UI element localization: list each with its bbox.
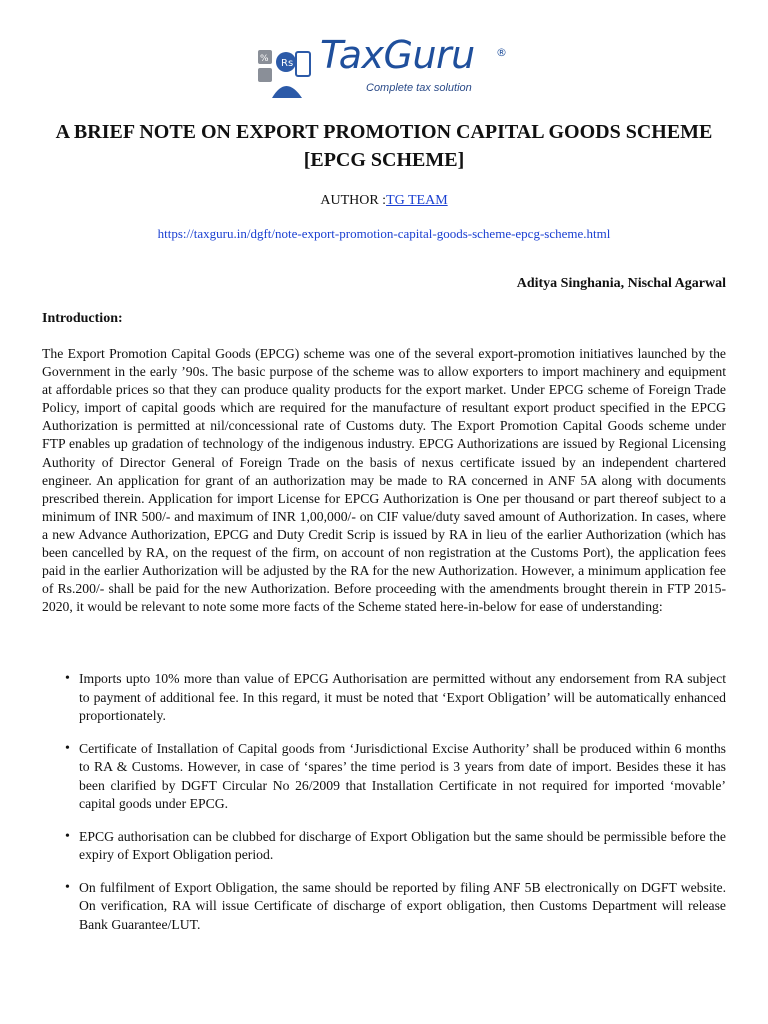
introduction-heading: Introduction: bbox=[42, 311, 123, 326]
author-line bbox=[0, 193, 768, 209]
list-item bbox=[42, 879, 726, 935]
bullet-icon: • bbox=[65, 828, 70, 844]
author-label: AUTHOR : bbox=[320, 193, 387, 208]
list-item-text: Certificate of Installation of Capital goods from ‘Jurisdictional Excise Authority’ shall be produced within 6 months to RA & Customs. However, in case of ‘spares’ the time period is 3 years from date of import. Besides these it has been clarified by DGFT Circular No 26/2009 that Installation Certificate in not required for imported ‘movable’ capital goods under EPCG. bbox=[79, 740, 726, 811]
list-item bbox=[42, 670, 726, 726]
source-url-link[interactable]: https://taxguru.in/dgft/note-export-promotion-capital-goods-scheme-epcg-scheme.html bbox=[157, 226, 611, 241]
list-item bbox=[42, 740, 726, 814]
introduction-paragraph: The Export Promotion Capital Goods (EPCG) scheme was one of the several export-promotion initiatives launched by the Government in the early ’90s. The basic purpose of the scheme was to allow exporters to import machinery and equipment at affordable prices so that they can produce quality products for the export market. Under EPCG scheme of Foreign Trade Policy, import of capital goods which are required for the manufacture of resultant export product specified in the EPCG Authorization is permitted at nil/concessional rate of Customs duty. The Export Promotion Capital Goods scheme under FTP enables up gradation of technology of the indigenous industry. EPCG Authorizations are issued by Regional Licensing Authority of Director General of Foreign Trade on the basis of nexus certificate issued by an independent chartered engineer. An application for grant of an authorization may be made to RA concerned in ANF 5A along with documents prescribed therein. Application for import License for EPCG Authorization is One per thousand or part thereof subject to a minimum of INR 500/- and maximum of INR 1,00,000/- on CIF value/duty saved amount of Authorization. In cases, where a new Advance Authorization, EPCG and Duty Credit Scrip is issued by RA in lieu of the earlier Authorization (which has been cancelled by RA, on the request of the firm, on account of non registration at the Customs Port), the application fees paid in the earlier Authorization will be adjusted by the RA for the new Authorization. However, a minimum application fee of Rs.200/- shall be paid for the new Authorization. Before proceeding with the amendments brought therein in FTP 2015-2020, it would be relevant to note some more facts of the Scheme stated here-in-below for ease of understanding: bbox=[42, 346, 726, 615]
source-url-line bbox=[0, 226, 768, 242]
list-item bbox=[42, 828, 726, 865]
bullet-icon: • bbox=[65, 740, 70, 756]
list-item-text: On fulfilment of Export Obligation, the same should be reported by filing ANF 5B electronically on DGFT website. On verification, RA will issue Certificate of discharge of export obligation, then Customs Department will release Bank Guarantee/LUT. bbox=[79, 879, 726, 932]
svg-text:Rs: Rs bbox=[281, 58, 294, 69]
taxguru-logo[interactable] bbox=[256, 33, 516, 104]
logo-tagline: Complete tax solution bbox=[366, 82, 472, 94]
svg-text:%: % bbox=[260, 54, 269, 64]
document-authors: Aditya Singhania, Nischal Agarwal bbox=[516, 276, 726, 291]
logo-registered-mark: ® bbox=[496, 46, 507, 59]
logo-brand-text: TaxGuru bbox=[320, 33, 475, 77]
list-item-text: Imports upto 10% more than value of EPCG Authorisation are permitted without any endorsement from RA subject to payment of additional fee. In this regard, it must be noted that ‘Export Obligation’ will be automatically enhanced proportionately. bbox=[79, 671, 726, 723]
bullet-icon: • bbox=[65, 671, 70, 686]
bullet-icon: • bbox=[65, 879, 70, 895]
list-item-text: EPCG authorisation can be clubbed for discharge of Export Obligation but the same should be permissible before the expiry of Export Obligation period. bbox=[79, 828, 726, 862]
taxguru-logo-icon bbox=[256, 44, 314, 100]
author-link[interactable]: TG TEAM bbox=[386, 193, 448, 208]
document-title: A BRIEF NOTE ON EXPORT PROMOTION CAPITAL GOODS SCHEME [EPCG SCHEME] bbox=[55, 121, 713, 171]
facts-bullet-list bbox=[42, 670, 726, 948]
